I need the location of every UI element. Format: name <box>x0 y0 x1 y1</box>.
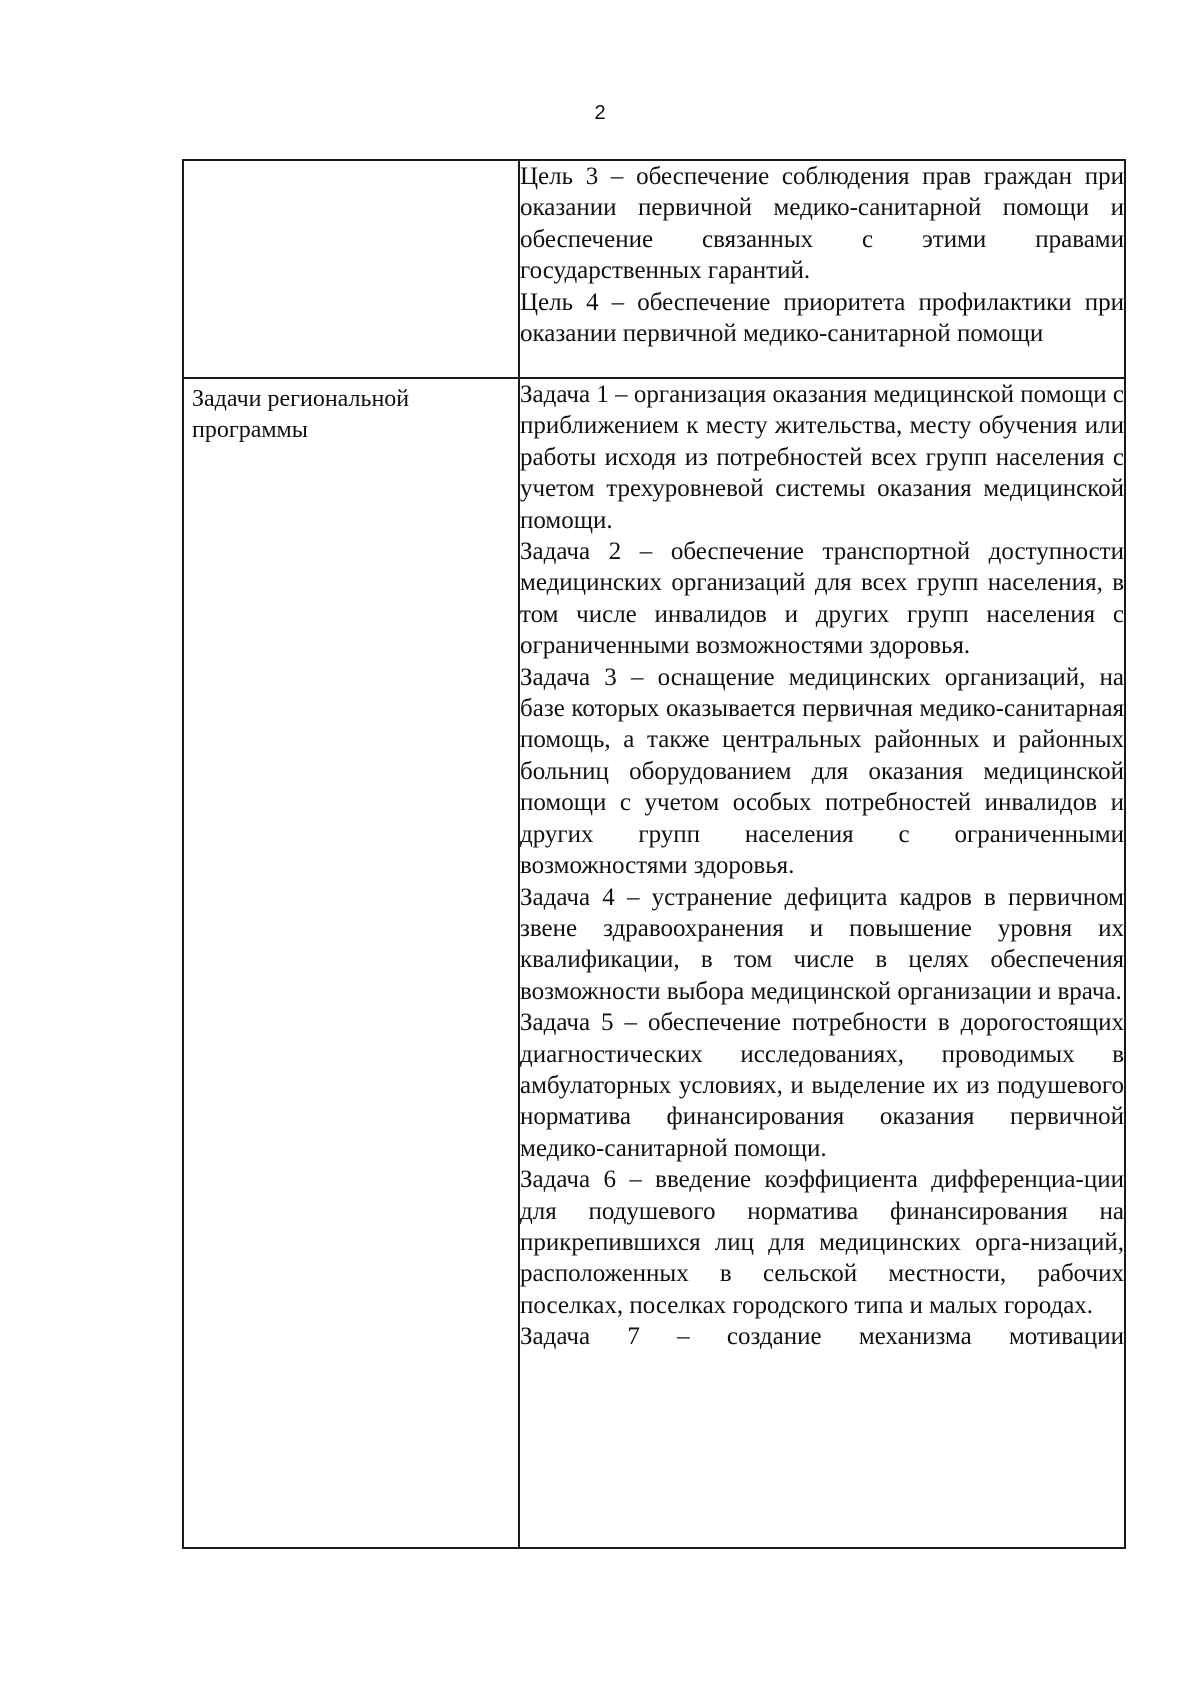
row-content-cell <box>519 378 1125 1548</box>
program-table <box>182 159 1126 1549</box>
row-content-cell <box>519 160 1125 378</box>
goal-3-paragraph: Цель 3 – обеспечение соблюдения прав граждан при оказании первичной медико-санитарной помощи и обеспечение связанных с этими правами государственных гарантий. <box>520 163 1124 285</box>
task-7-paragraph: Задача 7 – создание механизма мотивации <box>520 1323 1124 1351</box>
table-row-tasks <box>183 378 1125 1548</box>
task-5-paragraph: Задача 5 – обеспечение потребности в дорогостоящих диагностических исследованиях, проводимых в амбулаторных условиях, и выделение их из подушевого норматива финансирования оказания первичной медико-санитарной помощи. <box>520 1009 1124 1162</box>
task-6-paragraph: Задача 6 – введение коэффициента дифференциа-ции для подушевого норматива финансирования на прикрепившихся лиц для медицинских орга-низаций, расположенных в сельской местности, рабочих поселках, поселках городского типа и малых городах. <box>520 1166 1124 1319</box>
task-4-paragraph: Задача 4 – устранение дефицита кадров в первичном звене здравоохранения и повышение уровня их квалификации, в том числе в целях обеспечения возможности выбора медицинской организации и врача. <box>520 883 1124 1005</box>
task-3-paragraph: Задача 3 – оснащение медицинских организаций, на базе которых оказывается первичная медико-санитарная помощь, а также центральных районных и районных больниц оборудованием для оказания медицинской помощи с учетом особых потребностей инвалидов и других групп населения с ограниченными возможностями здоровья. <box>520 663 1124 880</box>
task-2-paragraph: Задача 2 – обеспечение транспортной доступности медицинских организаций для всех групп населения, в том числе инвалидов и других групп населения с ограниченными возможностями здоровья. <box>520 538 1124 660</box>
goal-4-paragraph: Цель 4 – обеспечение приоритета профилактики при оказании первичной медико-санитарной помощи <box>520 288 1124 348</box>
table-row-goals <box>183 160 1125 378</box>
row-label-cell <box>183 160 519 378</box>
row-label: Задачи региональной программы <box>192 386 410 443</box>
task-1-paragraph: Задача 1 – организация оказания медицинской помощи с приближением к месту жительства, месту обучения или работы исходя из потребностей всех групп населения с учетом трехуровневой системы оказания медицинской помощи. <box>520 381 1124 534</box>
page-number: 2 <box>594 102 606 124</box>
row-label <box>184 161 518 166</box>
row-label-cell <box>183 378 519 1548</box>
